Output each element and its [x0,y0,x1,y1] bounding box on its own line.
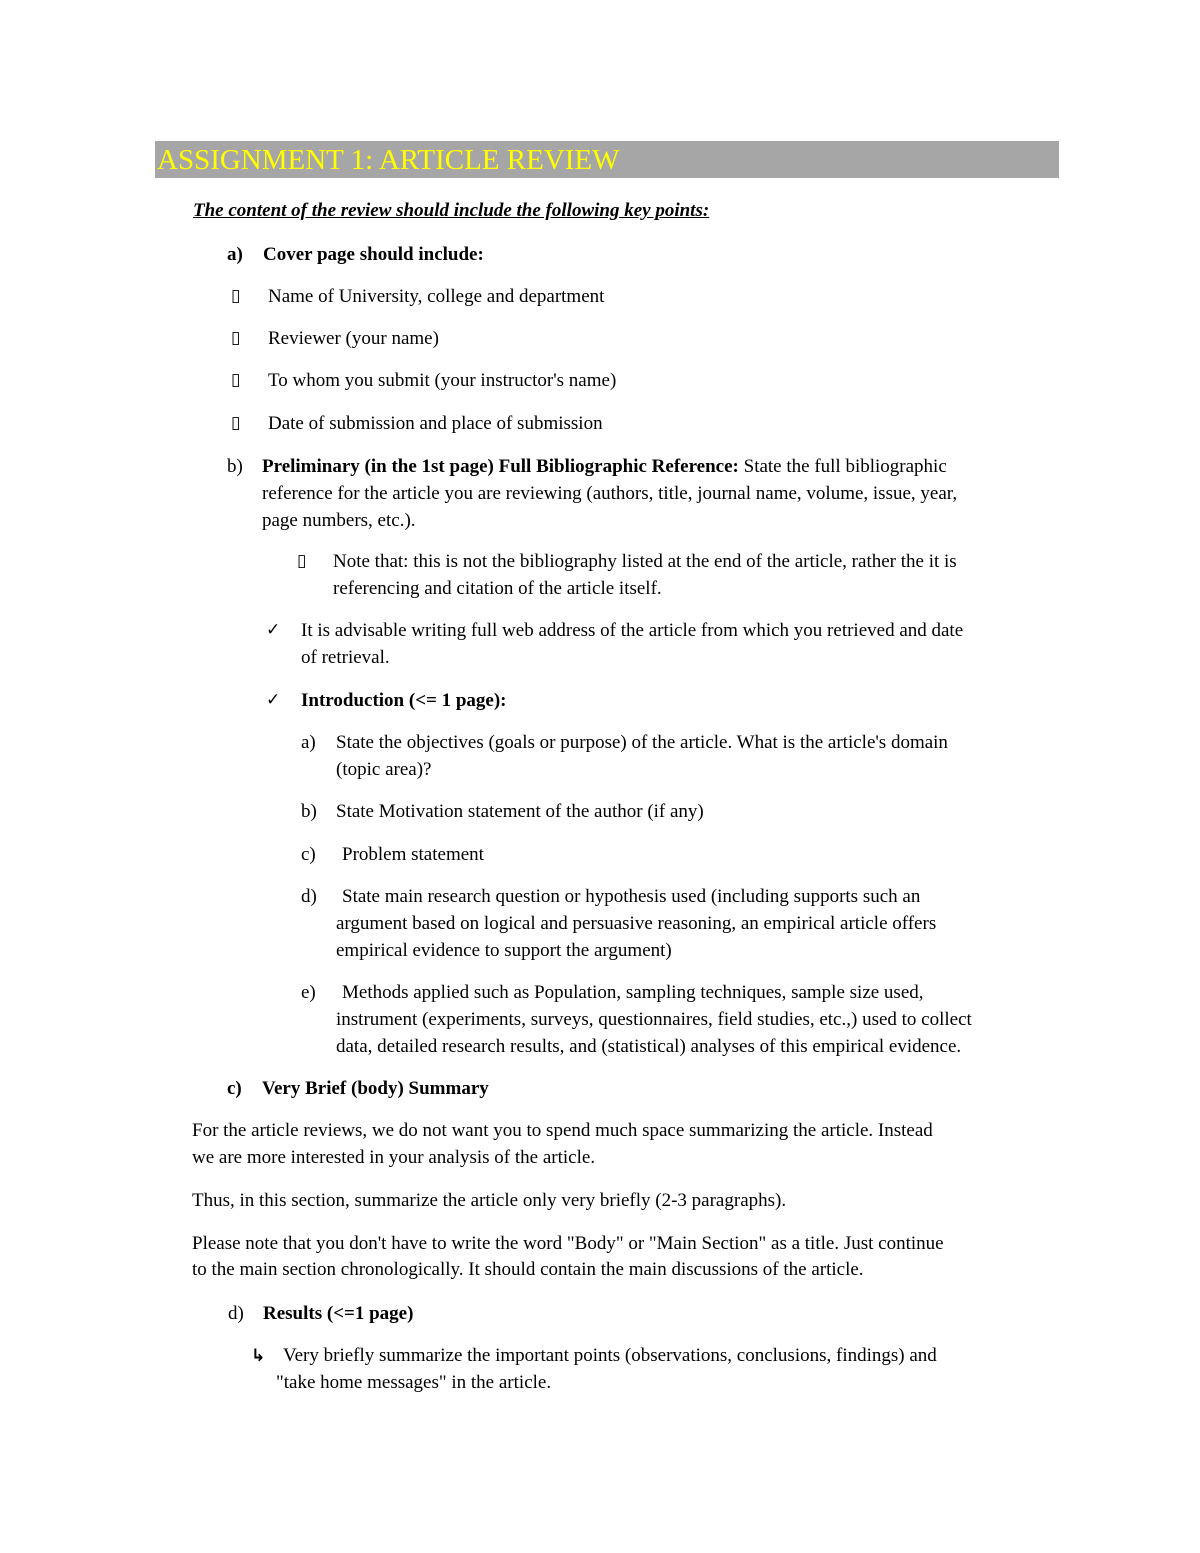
section-c-heading: Very Brief (body) Summary [262,1078,489,1099]
intro-e-line3: data, detailed research results, and (statistical) analyses of this empirical evidence. [336,1036,962,1057]
bullet-box-icon: ▯ [231,328,241,348]
title-banner [155,141,1059,178]
summary-p3-line1: Please note that you don't have to write the word "Body" or "Main Section" as a title. Just continue [192,1233,944,1254]
results-line1: Very briefly summarize the important points (observations, conclusions, findings) and [283,1345,937,1366]
intro-d-line3: empirical evidence to support the argument) [336,940,672,961]
section-d-heading: Results (<=1 page) [263,1303,414,1324]
intro-a-line2: (topic area)? [336,759,432,780]
intro-a-marker: a) [301,732,316,753]
bullet-box-icon: ▯ [231,413,241,433]
intro-d-marker: d) [301,886,317,907]
cover-item-2: Reviewer (your name) [268,328,439,349]
intro-b-line1: State Motivation statement of the author (if any) [336,801,704,822]
section-b-line3: page numbers, etc.). [262,510,416,531]
intro-e-line2: instrument (experiments, surveys, questionnaires, field studies, etc.,) used to collect [336,1009,972,1030]
section-a-heading: Cover page should include: [263,244,484,265]
note-line2: referencing and citation of the article itself. [333,578,662,599]
cover-item-3: To whom you submit (your instructor's name) [268,370,617,391]
intro-a-line1: State the objectives (goals or purpose) of the article. What is the article's domain [336,732,948,753]
section-b-marker: b) [227,456,243,477]
subtitle: The content of the review should include the following key points: [193,200,710,221]
results-line2: "take home messages" in the article. [276,1372,552,1393]
summary-p1-line2: we are more interested in your analysis of the article. [192,1147,596,1168]
section-c-marker: c) [227,1078,242,1099]
bullet-box-icon: ▯ [231,370,241,390]
checkmark-icon: ✓ [266,690,281,710]
intro-e-marker: e) [301,982,316,1003]
cover-item-1: Name of University, college and department [268,286,605,307]
summary-p1-line1: For the article reviews, we do not want you to spend much space summarizing the article. Instead [192,1120,933,1141]
intro-c-marker: c) [301,844,316,865]
section-a-marker: a) [227,244,243,265]
section-d-marker: d) [228,1303,244,1324]
bullet-box-icon: ▯ [231,286,241,306]
summary-p3-line2: to the main section chronologically. It should contain the main discussions of the article. [192,1259,864,1280]
intro-heading: Introduction (<= 1 page): [301,690,507,711]
section-b-line1 [262,453,947,480]
checkmark-icon: ✓ [266,620,281,640]
cover-item-4: Date of submission and place of submission [268,413,603,434]
arrow-bullet-icon: ↳ [251,1346,266,1366]
section-b-heading: Preliminary (in the 1st page) Full Bibliographic Reference: [262,456,739,477]
section-b-line1-rest: State the full bibliographic [743,456,947,477]
note-line1: Note that: this is not the bibliography listed at the end of the article, rather the it is [333,551,957,572]
page-title: ASSIGNMENT 1: ARTICLE REVIEW [157,144,620,176]
intro-c-line1: Problem statement [342,844,484,865]
intro-b-marker: b) [301,801,317,822]
intro-e-line1: Methods applied such as Population, sampling techniques, sample size used, [342,982,924,1003]
bullet-box-icon: ▯ [297,551,307,571]
intro-d-line2: argument based on logical and persuasive reasoning, an empirical article offers [336,913,937,934]
advice-line2: of retrieval. [301,647,390,668]
section-b-line2: reference for the article you are reviewing (authors, title, journal name, volume, issue, year, [262,483,958,504]
advice-line1: It is advisable writing full web address of the article from which you retrieved and date [301,620,964,641]
intro-d-line1: State main research question or hypothesis used (including supports such an [342,886,921,907]
summary-p2: Thus, in this section, summarize the article only very briefly (2-3 paragraphs). [192,1190,787,1211]
